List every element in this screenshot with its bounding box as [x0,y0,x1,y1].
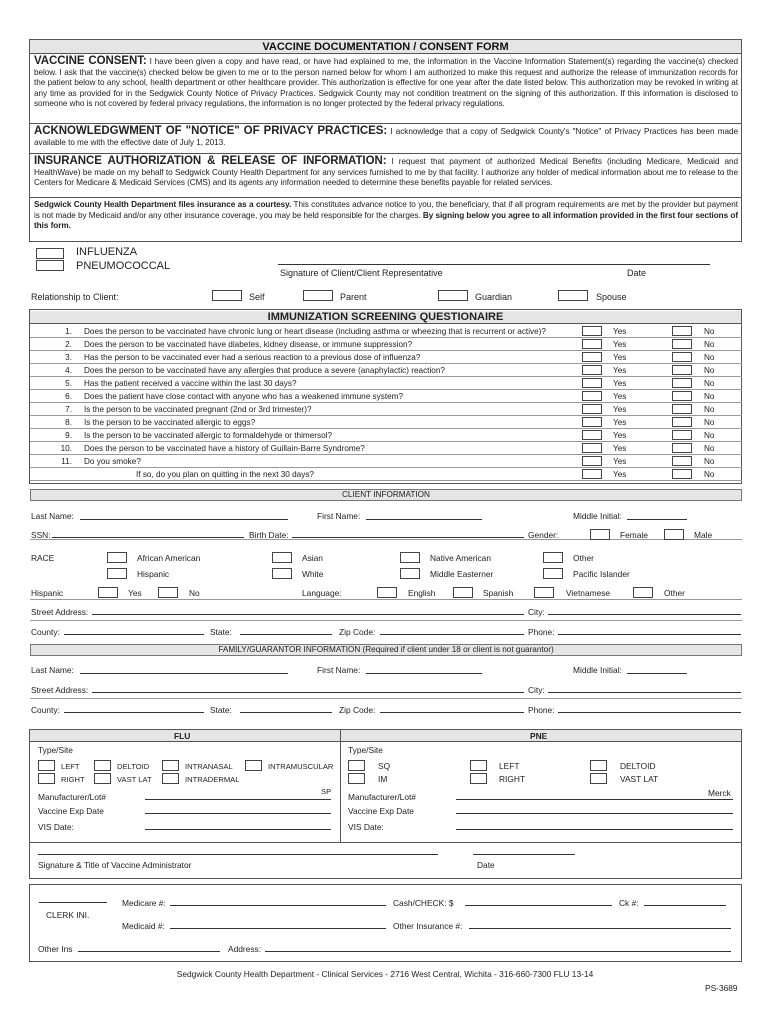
pne-left-label: LEFT [499,761,520,771]
hispanic-yes-label: Yes [128,588,142,598]
pne-right-label: RIGHT [499,774,526,784]
question-text: Is the person to be vaccinated allergic to eggs? [84,418,256,427]
other-ins-label: Other Ins [38,944,73,954]
question-text: Does the person to be vaccinated have diabetes, kidney disease, or immune suppression? [84,340,413,349]
pne-deltoid-label: DELTOID [620,761,656,771]
guarantor-state-input[interactable] [240,712,332,713]
question-number: 4. [65,366,72,375]
race-asian-label: Asian [302,553,323,563]
question-yes-checkbox[interactable] [582,430,602,440]
other-ins-input[interactable] [78,951,220,952]
lang-other-label: Other [664,588,685,598]
question-yes-checkbox[interactable] [582,391,602,401]
question-yes-label: Yes [613,431,627,440]
question-no-checkbox[interactable] [672,443,692,453]
check-number-input[interactable] [644,905,726,906]
guarantor-title: FAMILY/GUARANTOR INFORMATION (Required if client under 18 or client is not guarantor) [30,644,742,656]
pne-im-checkbox[interactable] [348,773,365,784]
guarantor-last-name-input[interactable] [80,673,288,674]
flu-right-label: RIGHT [61,775,85,784]
form-title: VACCINE DOCUMENTATION / CONSENT FORM [30,40,741,54]
other-insurance-label: Other Insurance #: [393,921,463,931]
flu-intramuscular-label: INTRAMUSCULAR [268,762,334,771]
race-native-american-label: Native American [430,553,491,563]
question-yes-label: Yes [613,470,627,479]
guarantor-street-label: Street Address: [31,685,89,695]
address-label: Address: [228,944,262,954]
influenza-checkbox[interactable] [36,248,64,259]
privacy-heading: ACKNOWLEDGWMENT OF "NOTICE" OF PRIVACY PRACTICES: [34,125,388,137]
pne-vis-date-label: VIS Date: [348,822,384,832]
other-insurance-input[interactable] [469,928,731,929]
pne-manufacturer-input[interactable] [456,799,733,800]
pne-vastlat-label: VAST LAT [620,774,659,784]
race-white-checkbox[interactable] [272,568,292,579]
question-yes-label: Yes [613,418,627,427]
client-info-title: CLIENT INFORMATION [30,489,742,501]
flu-deltoid-checkbox[interactable] [94,760,111,771]
question-no-label: No [704,470,715,479]
race-pacific-islander-label: Pacific Islander [573,569,630,579]
question-number: 10. [60,444,72,453]
question-number: 6. [65,392,72,401]
pneumococcal-label: PNEUMOCOCCAL [76,260,171,272]
question-number: 7. [65,405,72,414]
privacy-paragraph [34,126,738,148]
question-yes-checkbox[interactable] [582,339,602,349]
screening-question-row [30,468,742,481]
pne-merck-label: Merck [708,788,731,798]
signature-date-label: Date [627,268,647,278]
question-yes-label: Yes [613,366,627,375]
race-native-american-checkbox[interactable] [400,552,420,563]
client-middle-initial-label: Middle Initial: [573,511,622,521]
guarantor-state-label: State: [210,705,232,715]
question-no-label: No [704,431,715,440]
client-state-input[interactable] [240,634,332,635]
question-no-label: No [704,327,715,336]
screening-question-row [30,429,742,442]
screening-question-row [30,390,742,403]
lang-english-checkbox[interactable] [377,587,397,598]
guarantor-first-name-input[interactable] [366,673,482,674]
gender-male-label: Male [694,530,713,540]
race-african-american-checkbox[interactable] [107,552,127,563]
client-last-name-label: Last Name: [31,511,74,521]
question-text: Is the person to be vaccinated pregnant (2nd or 3rd trimester)? [84,405,312,414]
flu-vis-date-label: VIS Date: [38,822,74,832]
question-yes-label: Yes [613,444,627,453]
lang-vietnamese-label: Vietnamese [566,588,611,598]
admin-date-input[interactable] [473,854,575,855]
race-other-label: Other [573,553,594,563]
administration-section [29,729,742,879]
question-no-checkbox[interactable] [672,352,692,362]
client-state-label: State: [210,627,232,637]
flu-deltoid-label: DELTOID [117,762,150,771]
hispanic-no-checkbox[interactable] [158,587,178,598]
question-yes-label: Yes [613,353,627,362]
cash-check-label: Cash/CHECK: $ [393,898,454,908]
divider [30,842,741,843]
divider [30,599,742,600]
screening-question-row [30,416,742,429]
insurance-paragraph [34,156,738,189]
question-yes-checkbox[interactable] [582,326,602,336]
check-number-label: Ck #: [619,898,639,908]
gender-male-checkbox[interactable] [664,529,684,540]
flu-intramuscular-checkbox[interactable] [245,760,262,771]
rel-parent-checkbox[interactable] [303,290,333,301]
guarantor-phone-input[interactable] [558,712,741,713]
screening-question-row [30,455,742,468]
guarantor-city-label: City: [528,685,545,695]
lang-other-checkbox[interactable] [633,587,653,598]
question-text: Does the person to be vaccinated have a history of Guillain-Barre Syndrome? [84,444,365,453]
signature-line[interactable] [278,264,710,265]
question-yes-label: Yes [613,392,627,401]
footer-text: Sedgwick County Health Department - Clinical Services - 2716 West Central, Wichita - 316-660-7300 FLU 13-14 [176,969,594,979]
guarantor-zip-input[interactable] [380,712,524,713]
question-no-label: No [704,366,715,375]
question-yes-checkbox[interactable] [582,443,602,453]
question-text: Has the person to be vaccinated ever had a serious reaction to a previous dose of influenza? [84,353,421,362]
privacy-text: I acknowledge that a copy of Sedgwick County's "Notice" of Privacy Practices has been made available to me with the effective date of July 1, 2013. [34,127,738,147]
screening-question-row [30,377,742,390]
divider [30,698,742,699]
pne-left-checkbox[interactable] [470,760,487,771]
question-yes-label: Yes [613,405,627,414]
question-no-checkbox[interactable] [672,339,692,349]
question-number: 9. [65,431,72,440]
address-input[interactable] [265,951,731,952]
hispanic-no-label: No [189,588,200,598]
ssn-label: SSN: [31,530,51,540]
flu-intradermal-label: INTRADERMAL [185,775,240,784]
race-asian-checkbox[interactable] [272,552,292,563]
question-no-checkbox[interactable] [672,391,692,401]
flu-left-label: LEFT [61,762,80,771]
flu-intranasal-checkbox[interactable] [162,760,179,771]
flu-type-site-label: Type/Site [38,745,73,755]
question-text: Does the patient have close contact with anyone who has a weakened immune system? [84,392,404,401]
divider [340,730,341,842]
medicare-label: Medicare #: [122,898,166,908]
client-first-name-label: First Name: [317,511,361,521]
guarantor-street-input[interactable] [92,692,524,693]
question-yes-checkbox[interactable] [582,469,602,479]
question-text: Has the patient received a vaccine within the last 30 days? [84,379,297,388]
courtesy-text: This constitutes advance notice to you, the beneficiary, that if all program requirements are met by the provider but payment is not made by Medicaid and/or any other insurance coverage, you may be held responsible for the charges. [34,200,739,220]
divider [30,197,741,198]
guarantor-zip-label: Zip Code: [339,705,376,715]
race-african-american-label: African American [137,553,201,563]
hispanic-yes-checkbox[interactable] [98,587,118,598]
administration-header [30,730,741,742]
divider [30,620,742,621]
client-phone-input[interactable] [558,634,741,635]
lang-spanish-label: Spanish [483,588,514,598]
race-other-checkbox[interactable] [543,552,563,563]
question-no-checkbox[interactable] [672,365,692,375]
guarantor-first-name-label: First Name: [317,665,361,675]
question-text: Does the person to be vaccinated have any allergies that produce a severe (anaphylactic) reaction? [84,366,445,375]
medicaid-label: Medicaid #: [122,921,165,931]
vaccine-consent-text: I have been given a copy and have read, or have had explained to me, the information in the Vaccine Information Statement(s) regarding the vaccine(s) checked below. I ask that the vaccine(s) checked below be given to me or to the person named below for whom I am authorized to make this request and authorize the release of immunization records for the patient below to any school, health department or other healthcare provider. This authorization is effective for one year after the date listed below. This authorization may be revoked in writing at any time as provided for in the Sedgwick County Notice of Privacy Practices. Sedgwick County may not condition treatment on the signing of this authorization. If this information is disclosed to someone who is not covered by federal privacy regulations, the information is no longer protected by the federal privacy regulations. [34,57,739,109]
rel-self-checkbox[interactable] [212,290,242,301]
gender-label: Gender: [528,530,559,540]
ssn-input[interactable] [52,537,244,538]
client-city-label: City: [528,607,545,617]
question-number: 2. [65,340,72,349]
client-street-input[interactable] [92,614,524,615]
flu-left-checkbox[interactable] [38,760,55,771]
gender-female-checkbox[interactable] [590,529,610,540]
lang-english-label: English [408,588,436,598]
rel-spouse-label: Spouse [596,292,627,302]
signature-label: Signature of Client/Client Representative [280,268,443,278]
clerk-initials-input[interactable] [39,902,107,903]
race-middle-easterner-label: Middle Easterner [430,569,494,579]
question-no-checkbox[interactable] [672,456,692,466]
admin-signature-label: Signature & Title of Vaccine Administrator [38,860,192,870]
flu-vastlat-checkbox[interactable] [94,773,111,784]
medicaid-input[interactable] [170,928,386,929]
flu-intranasal-label: INTRANASAL [185,762,233,771]
rel-spouse-checkbox[interactable] [558,290,588,301]
flu-exp-date-label: Vaccine Exp Date [38,806,104,816]
guarantor-middle-initial-input[interactable] [627,673,687,674]
guarantor-phone-label: Phone: [528,705,555,715]
clerk-initials-label: CLERK INI. [46,910,90,920]
flu-manufacturer-label: Manufacturer/Lot# [38,792,106,802]
question-yes-label: Yes [613,327,627,336]
divider [30,123,741,124]
pne-im-label: IM [378,774,388,784]
pne-manufacturer-label: Manufacturer/Lot# [348,792,416,802]
flu-heading: FLU [174,731,191,741]
guarantor-county-label: County: [31,705,60,715]
race-label: RACE [31,553,55,563]
screening-question-row [30,403,742,416]
race-pacific-islander-checkbox[interactable] [543,568,563,579]
admin-date-label: Date [477,860,495,870]
flu-sp-label: SP [321,787,332,796]
question-yes-checkbox[interactable] [582,352,602,362]
insurance-heading: INSURANCE AUTHORIZATION & RELEASE OF INFORMATION: [34,155,387,167]
client-middle-initial-input[interactable] [627,519,687,520]
question-no-checkbox[interactable] [672,326,692,336]
question-yes-label: Yes [613,340,627,349]
divider [30,153,741,154]
insurance-text: I request that payment of authorized Medical Benefits (including Medicare, Medicaid and HealthWave) be made on my behalf to Sedgwick County Health Department for any services furnished to me by that facility. I authorize any holder of medical information about me to release to the Centers for Medicare & Medicaid Services (CMS) and its agents any information needed to determine these benefits payable for related services. [34,157,738,188]
guarantor-city-input[interactable] [548,692,741,693]
rel-guardian-checkbox[interactable] [438,290,468,301]
pne-heading: PNE [530,731,548,741]
question-no-checkbox[interactable] [672,430,692,440]
question-no-label: No [704,340,715,349]
question-no-label: No [704,444,715,453]
question-yes-checkbox[interactable] [582,378,602,388]
screening-question-row [30,325,742,338]
client-zip-label: Zip Code: [339,627,376,637]
form-code: PS-3689 [705,983,738,993]
rel-self-label: Self [249,292,265,302]
question-no-checkbox[interactable] [672,417,692,427]
question-no-label: No [704,379,715,388]
question-no-checkbox[interactable] [672,378,692,388]
question-number: 1. [65,327,72,336]
question-yes-checkbox[interactable] [582,417,602,427]
question-no-label: No [704,418,715,427]
race-white-label: White [302,569,324,579]
gender-female-label: Female [620,530,648,540]
vaccine-consent-paragraph [34,56,738,110]
flu-right-checkbox[interactable] [38,773,55,784]
guarantor-last-name-label: Last Name: [31,665,74,675]
question-number: 5. [65,379,72,388]
client-street-label: Street Address: [31,607,89,617]
question-yes-checkbox[interactable] [582,365,602,375]
birth-date-input[interactable] [292,537,524,538]
question-no-label: No [704,405,715,414]
cash-check-input[interactable] [465,905,612,906]
pne-type-site-label: Type/Site [348,745,383,755]
question-no-checkbox[interactable] [672,469,692,479]
rel-parent-label: Parent [340,292,367,302]
pne-exp-date-input[interactable] [456,813,733,814]
lang-vietnamese-checkbox[interactable] [534,587,554,598]
flu-intradermal-checkbox[interactable] [162,773,179,784]
question-no-label: No [704,353,715,362]
client-city-input[interactable] [548,614,741,615]
flu-manufacturer-input[interactable] [145,799,331,800]
question-number: 11. [61,457,72,466]
pne-sq-label: SQ [378,761,391,771]
birth-date-label: Birth Date: [249,530,289,540]
question-no-label: No [704,457,715,466]
courtesy-agreement: By signing below you agree to all information provided in the first four sections of this form. [34,210,738,231]
flu-vis-date-input[interactable] [145,829,331,830]
relationship-label: Relationship to Client: [31,292,119,302]
vaccine-consent-heading: VACCINE CONSENT: [34,55,147,67]
language-label: Language: [302,588,342,598]
pne-right-checkbox[interactable] [470,773,487,784]
pneumococcal-checkbox[interactable] [36,260,64,271]
question-text: If so, do you plan on quitting in the next 30 days? [136,470,314,479]
client-county-label: County: [31,627,60,637]
screening-question-row [30,442,742,455]
pne-vastlat-checkbox[interactable] [590,773,607,784]
pne-sq-checkbox[interactable] [348,760,365,771]
question-yes-checkbox[interactable] [582,456,602,466]
screening-question-row [30,338,742,351]
screening-question-row [30,364,742,377]
question-text: Do you smoke? [84,457,141,466]
client-zip-input[interactable] [380,634,524,635]
guarantor-county-input[interactable] [64,712,204,713]
guarantor-middle-initial-label: Middle Initial: [573,665,622,675]
race-hispanic-checkbox[interactable] [107,568,127,579]
lang-spanish-checkbox[interactable] [453,587,473,598]
pne-deltoid-checkbox[interactable] [590,760,607,771]
screening-title: IMMUNIZATION SCREENING QUESTIONAIRE [30,311,741,324]
race-hispanic-label: Hispanic [137,569,170,579]
client-last-name-input[interactable] [80,519,288,520]
client-county-input[interactable] [64,634,204,635]
client-first-name-input[interactable] [366,519,482,520]
hispanic-label: Hispanic [31,588,64,598]
question-no-checkbox[interactable] [672,404,692,414]
pne-vis-date-input[interactable] [456,829,733,830]
influenza-label: INFLUENZA [76,246,138,258]
race-middle-easterner-checkbox[interactable] [400,568,420,579]
admin-signature-input[interactable] [38,854,438,855]
question-number: 3. [65,353,72,362]
question-no-label: No [704,392,715,401]
question-text: Is the person to be vaccinated allergic to formaldehyde or thimersol? [84,431,333,440]
courtesy-paragraph [34,200,738,232]
flu-exp-date-input[interactable] [145,813,331,814]
screening-question-row [30,351,742,364]
question-yes-label: Yes [613,379,627,388]
question-yes-checkbox[interactable] [582,404,602,414]
question-yes-label: Yes [613,457,627,466]
medicare-input[interactable] [170,905,386,906]
rel-guardian-label: Guardian [475,292,513,302]
courtesy-heading: Sedgwick County Health Department files insurance as a courtesy. [34,200,292,209]
question-number: 8. [65,418,72,427]
pne-exp-date-label: Vaccine Exp Date [348,806,414,816]
client-phone-label: Phone: [528,627,555,637]
flu-vastlat-label: VAST LAT [117,775,152,784]
question-text: Does the person to be vaccinated have chronic lung or heart disease (including asthma or wheezing that is recurrent or active)? [84,327,546,336]
